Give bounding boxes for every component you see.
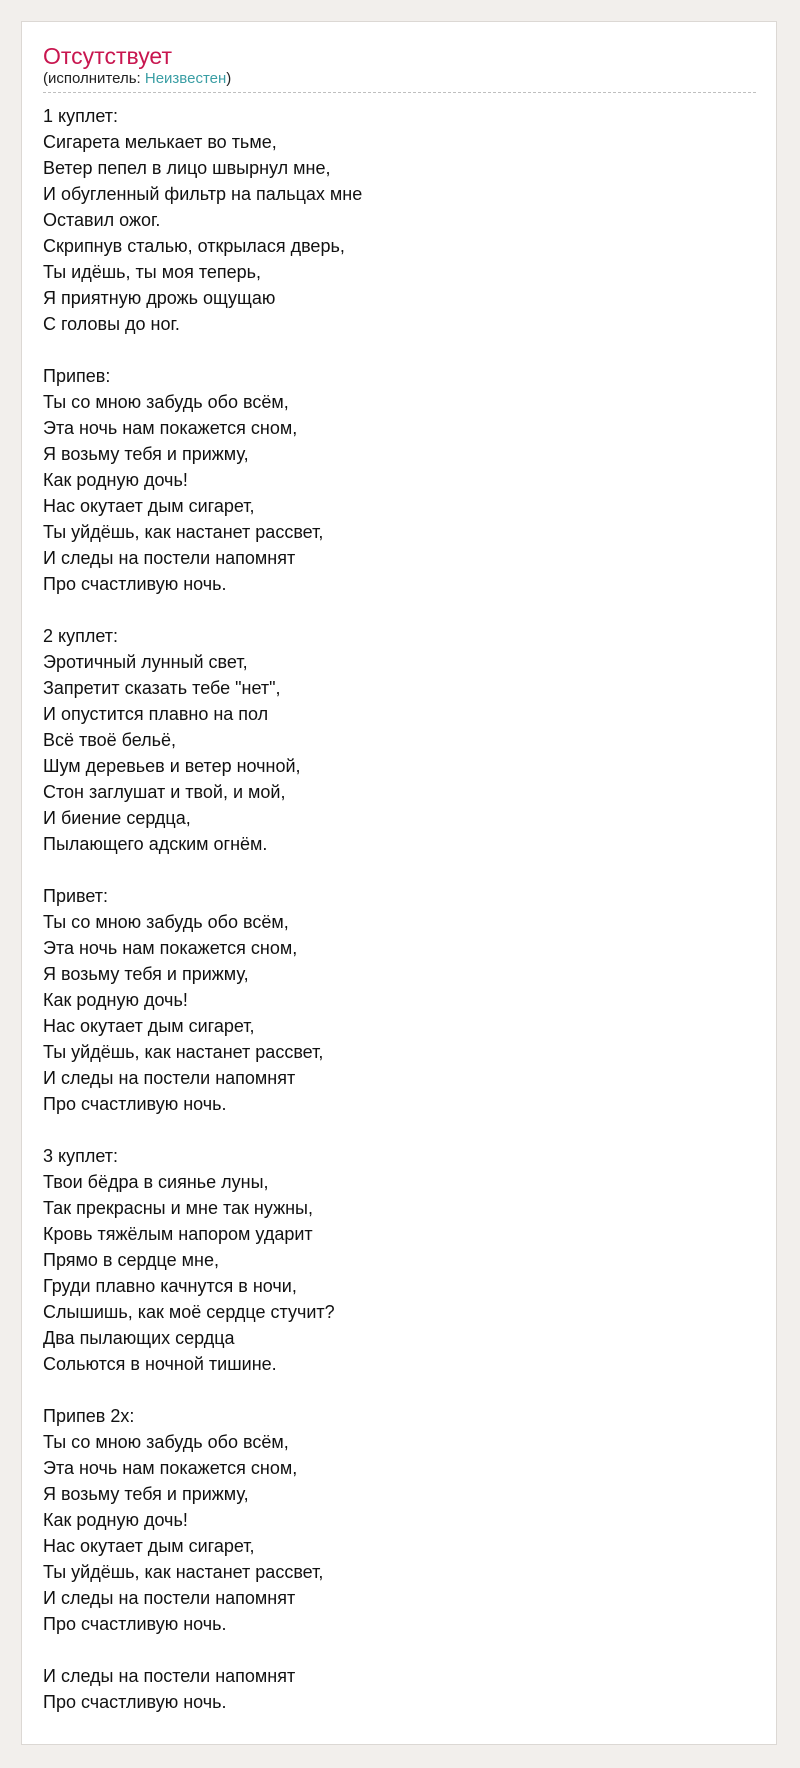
lyric-line: 2 куплет: [43,626,118,646]
lyric-line: Как родную дочь! [43,470,188,490]
lyric-line: Ты идёшь, ты моя теперь, [43,262,262,282]
lyric-line: Привет: [43,886,109,906]
lyric-line: Ты со мною забудь обо всём, [43,912,289,932]
lyric-line: Ты уйдёшь, как настанет рассвет, [43,522,324,542]
lyric-line: И обугленный фильтр на пальцах мне [43,184,363,204]
lyric-line: Эта ночь нам покажется сном, [43,1458,298,1478]
lyric-line: Нас окутает дым сигарет, [43,1016,255,1036]
artist-prefix: (исполнитель: [43,70,145,87]
lyric-line: И следы на постели напомнят [43,1588,296,1608]
lyric-line: Эта ночь нам покажется сном, [43,938,298,958]
artist-link[interactable]: Неизвестен [144,70,227,87]
lyric-line: И опустится плавно на пол [43,704,269,724]
lyric-line: Про счастливую ночь. [43,1094,227,1114]
lyric-line: Ты уйдёшь, как настанет рассвет, [43,1562,324,1582]
lyric-line: Шум деревьев и ветер ночной, [43,756,301,776]
lyrics-stanza [43,1403,756,1637]
lyric-line: Слышишь, как моё сердце стучит? [43,1302,335,1322]
artist-line [43,70,756,93]
lyric-line: Как родную дочь! [43,1510,188,1530]
lyric-line: Сольются в ночной тишине. [43,1354,277,1374]
lyric-line: И следы на постели напомнят [43,1666,296,1686]
lyric-line: И биение сердца, [43,808,191,828]
lyric-line: Запретит сказать тебе "нет", [43,678,281,698]
lyrics-card [21,21,777,1745]
lyrics-stanza [43,1663,756,1715]
lyric-line: Эта ночь нам покажется сном, [43,418,298,438]
lyric-line: Ты со мною забудь обо всём, [43,1432,289,1452]
lyric-line: Кровь тяжёлым напором ударит [43,1224,313,1244]
lyric-line: Про счастливую ночь. [43,574,227,594]
lyric-line: Я приятную дрожь ощущаю [43,288,276,308]
lyric-line: Стон заглушат и твой, и мой, [43,782,286,802]
lyric-line: Ветер пепел в лицо швырнул мне, [43,158,331,178]
lyric-line: Припев 2х: [43,1406,135,1426]
lyric-line: Припев: [43,366,111,386]
lyric-line: Ты уйдёшь, как настанет рассвет, [43,1042,324,1062]
lyrics-stanza [43,103,756,337]
lyric-line: Про счастливую ночь. [43,1614,227,1634]
lyric-line: Нас окутает дым сигарет, [43,496,255,516]
lyrics-stanza [43,1143,756,1377]
lyric-line: Пылающего адским огнём. [43,834,268,854]
lyric-line: Как родную дочь! [43,990,188,1010]
lyric-line: Я возьму тебя и прижму, [43,444,249,464]
lyric-line: Так прекрасны и мне так нужны, [43,1198,313,1218]
lyric-line: Я возьму тебя и прижму, [43,964,249,984]
lyrics-stanza [43,623,756,857]
lyric-line: Я возьму тебя и прижму, [43,1484,249,1504]
artist-suffix: ) [226,70,232,87]
lyrics-body [43,103,756,1715]
lyric-line: 3 куплет: [43,1146,118,1166]
lyric-line: Ты со мною забудь обо всём, [43,392,289,412]
lyric-line: Про счастливую ночь. [43,1692,227,1712]
lyrics-stanza [43,363,756,597]
lyrics-stanza [43,883,756,1117]
lyric-line: Оставил ожог. [43,210,161,230]
lyric-line: Эротичный лунный свет, [43,652,248,672]
lyric-line: Сигарета мелькает во тьме, [43,132,277,152]
lyric-line: С головы до ног. [43,314,180,334]
lyric-line: И следы на постели напомнят [43,1068,296,1088]
lyric-line: 1 куплет: [43,106,118,126]
lyric-line: Скрипнув сталью, открылася дверь, [43,236,345,256]
lyric-line: Нас окутает дым сигарет, [43,1536,255,1556]
lyric-line: Твои бёдра в сиянье луны, [43,1172,269,1192]
lyric-line: Всё твоё бельё, [43,730,177,750]
lyric-line: Груди плавно качнутся в ночи, [43,1276,297,1296]
lyric-line: Прямо в сердце мне, [43,1250,220,1270]
song-title: Отсутствует [43,43,172,69]
lyric-line: Два пылающих сердца [43,1328,235,1348]
lyric-line: И следы на постели напомнят [43,548,296,568]
